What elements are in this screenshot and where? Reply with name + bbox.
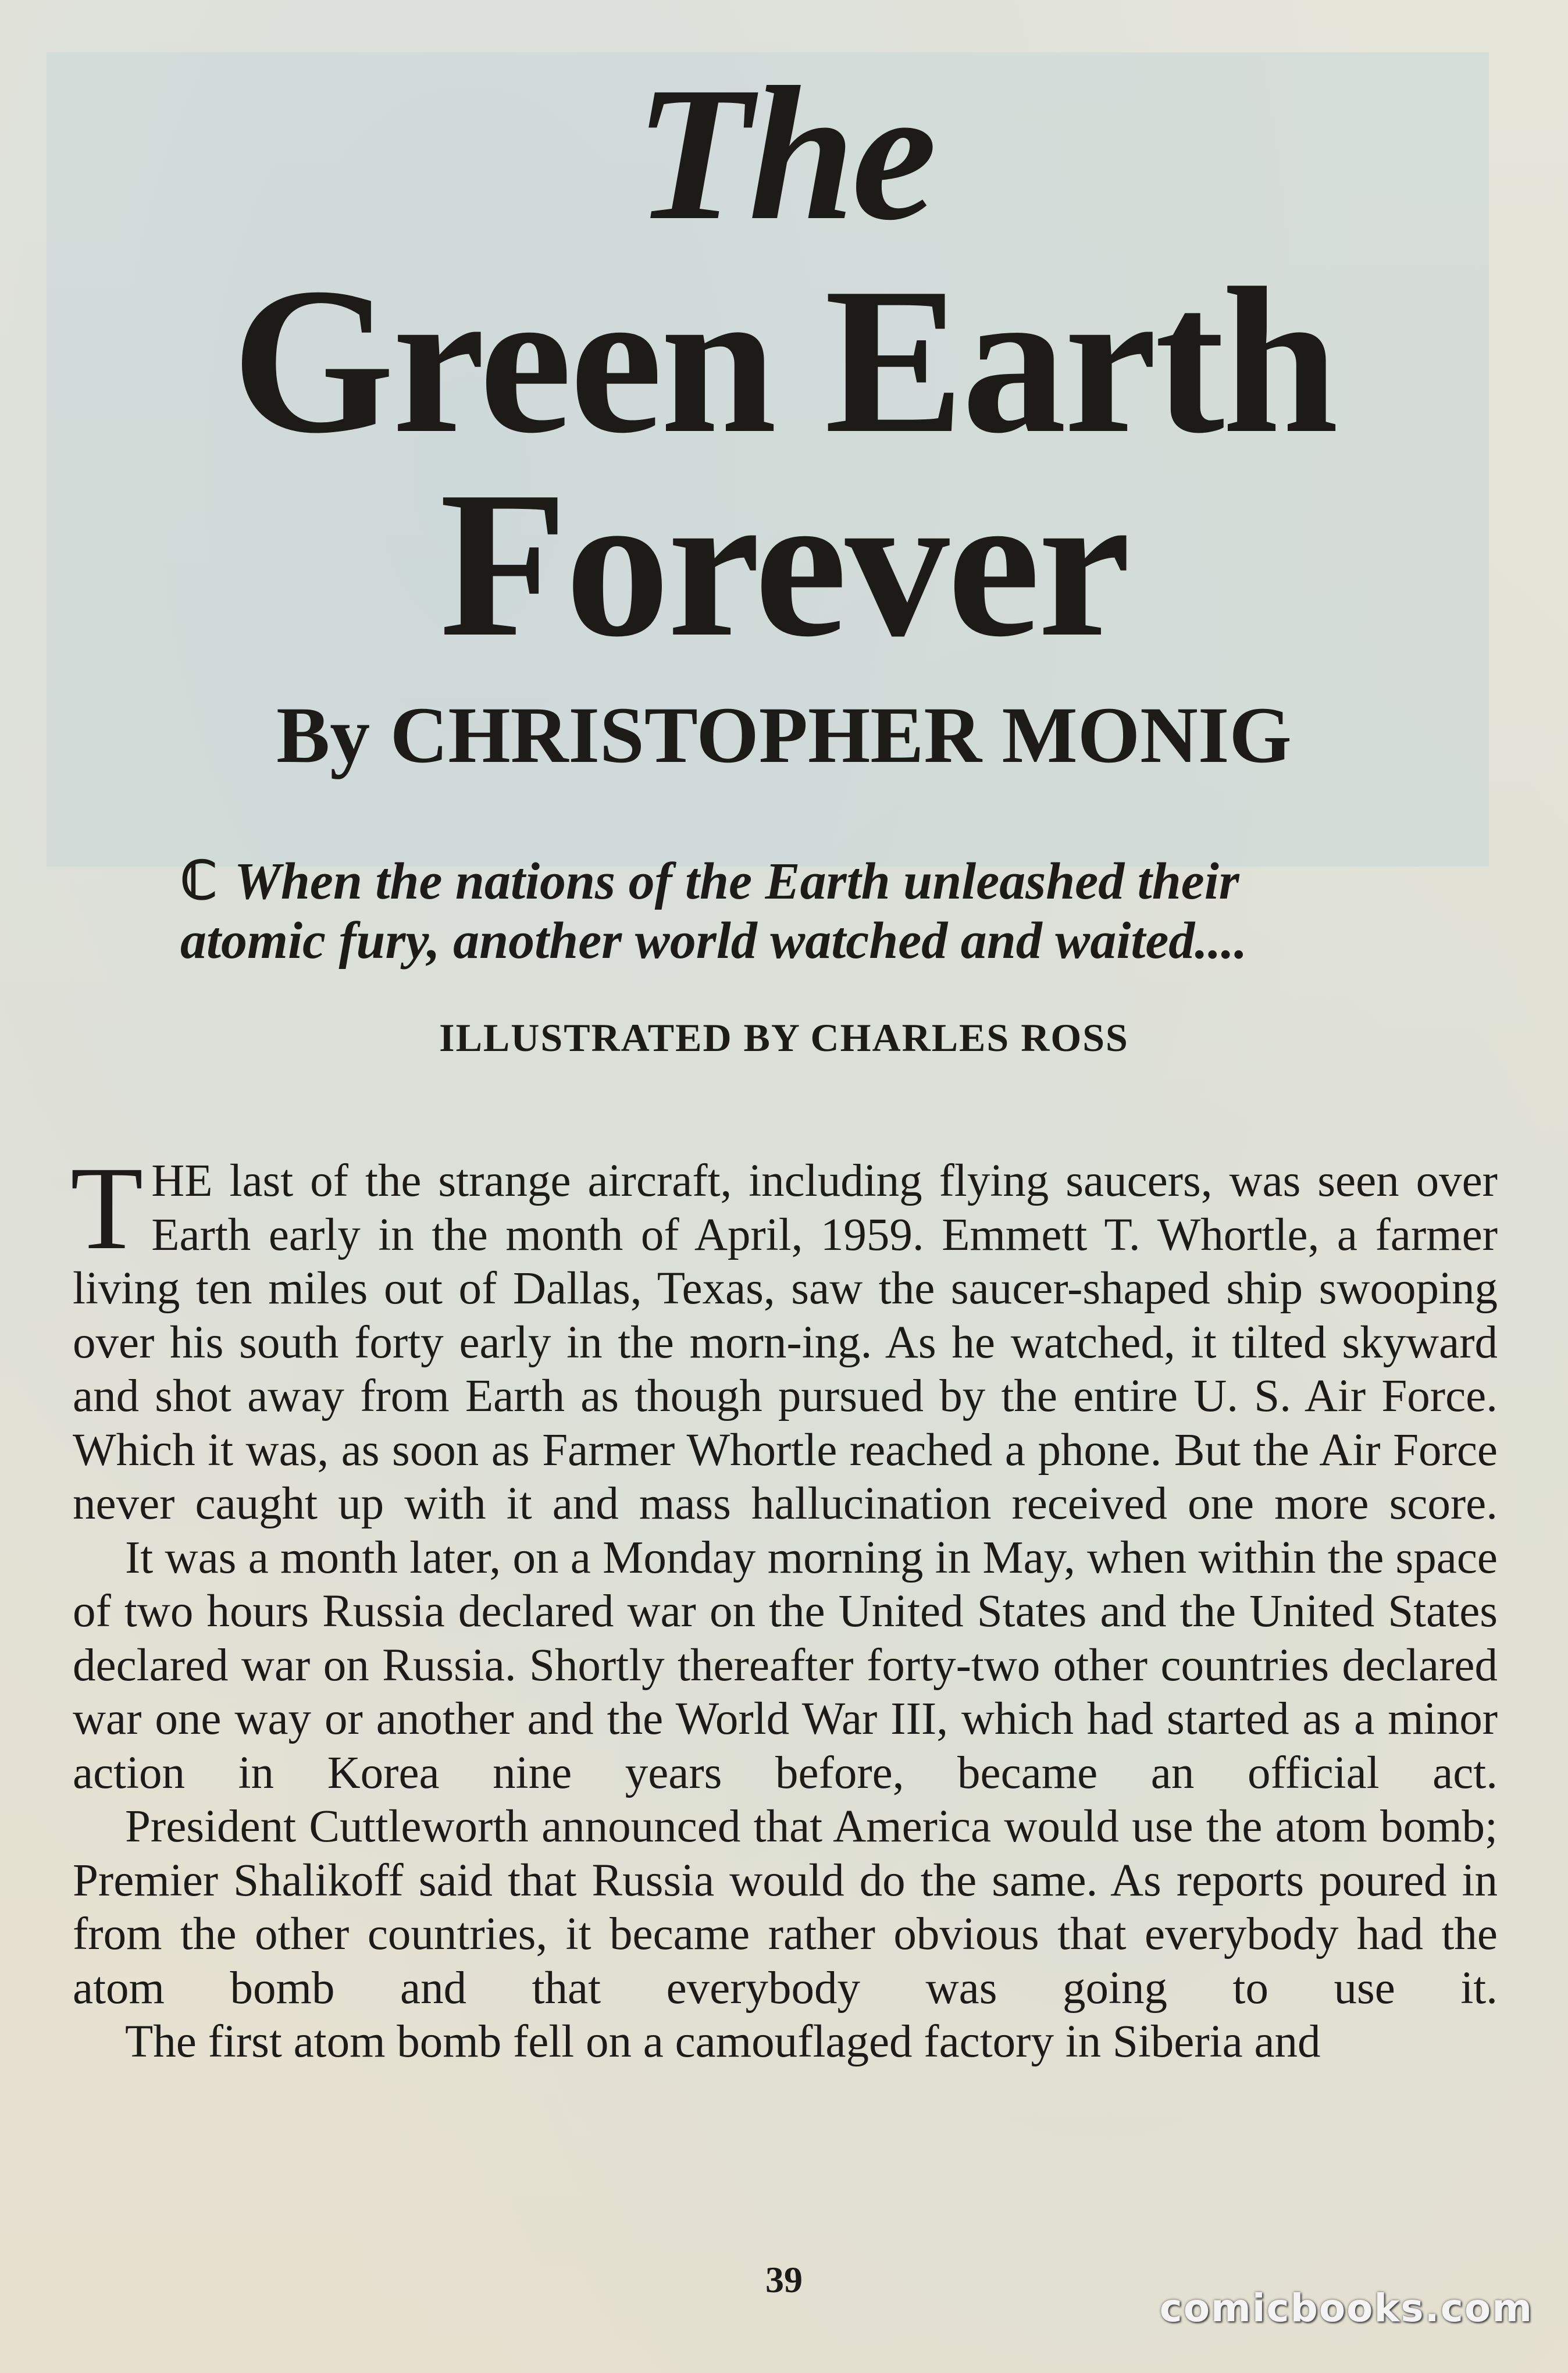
- paragraph-1-text: HE last of the strange aircraft, including flying saucers, was seen over Earth early in the month of April, 1959. Emmett T. Whortle, a farmer living ten miles out of Dallas, Texas, saw the saucer-shaped ship swooping over his south forty early in the morn-ing. As he watched, it tilted skyward and shot away from Earth as though pursued by the entire U. S. Air Force. Which it was, as soon as Farmer Whortle reached a phone. But the Air Force never caught up with it and mass hallucination received one more score.: [73, 1156, 1498, 1529]
- teaser-text-1: When the nations of the Earth unleashed their: [234, 853, 1239, 910]
- author-byline: By CHRISTOPHER MONIG: [276, 690, 1292, 779]
- teaser-text-2: atomic fury, another world watched and waited....: [180, 912, 1248, 970]
- drop-cap: T: [70, 1142, 144, 1274]
- teaser-line-1: [180, 852, 1402, 911]
- teaser-blurb: [180, 852, 1402, 971]
- paragraph-3: President Cuttleworth announced that America would use the atom bomb; Premier Shalikoff said that Russia would do the same. As reports poured in from the other countries, it became rather obvious that everybody had the atom bomb and that everybody was going to use it.: [73, 1801, 1498, 2014]
- paragraph-1: [70, 1142, 1498, 1531]
- page-number: 39: [765, 2259, 803, 2300]
- title-green-earth: Green Earth: [231, 244, 1337, 476]
- title-the: The: [635, 48, 933, 260]
- watermark: comicbooks.com: [1159, 2286, 1533, 2331]
- illustrator-credit: ILLUSTRATED BY CHARLES ROSS: [439, 1016, 1129, 1060]
- paragraph-2: It was a month later, on a Monday morning in May, when within the space of two hours Russia declared war on the United States and the United States declared war on Russia. Shortly thereafter forty-two other countries declared war one way or another and the World War III, which had started as a minor action in Korea nine years before, became an official act.: [73, 1532, 1498, 1798]
- title-forever: Forever: [439, 448, 1129, 680]
- section-mark-icon: ℂ: [180, 853, 217, 910]
- paragraph-4: The first atom bomb fell on a camouflaged factory in Siberia and: [125, 2016, 1321, 2067]
- story-body: [70, 1142, 1498, 2069]
